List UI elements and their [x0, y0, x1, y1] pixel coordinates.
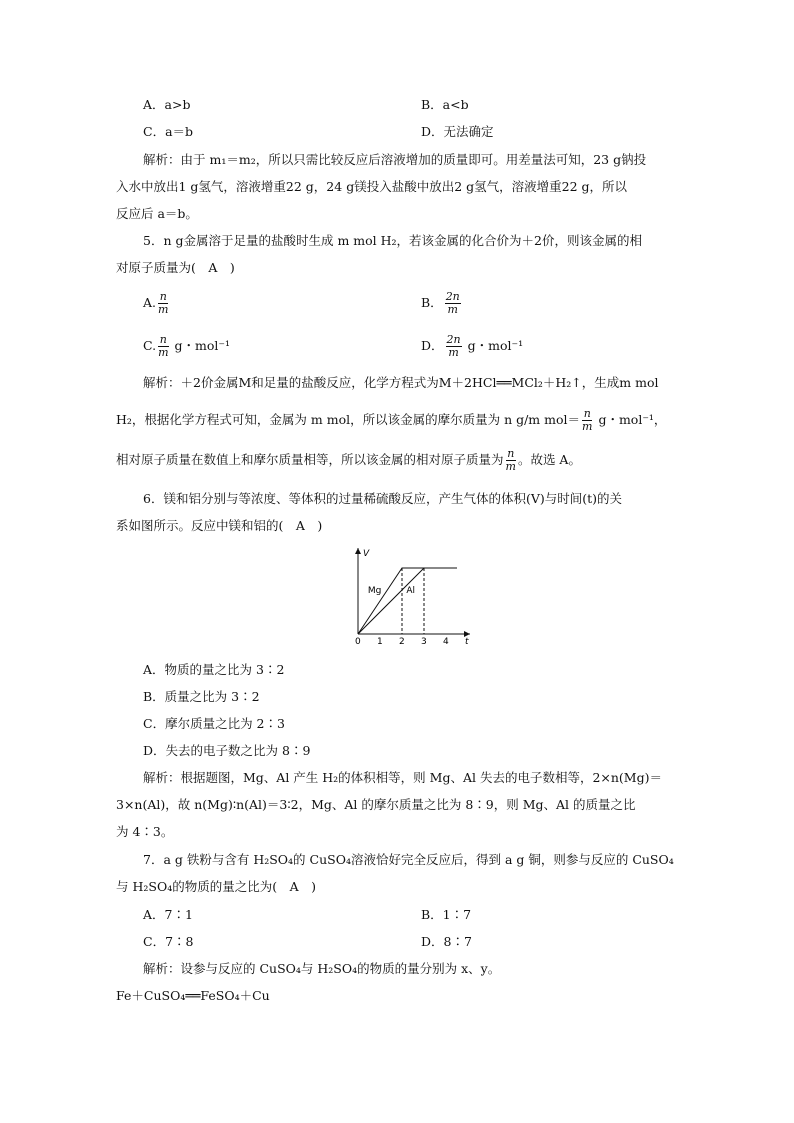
q5-option-c	[143, 334, 230, 359]
dashed-guides	[402, 568, 424, 634]
x-tick-label: 1	[377, 637, 383, 647]
q5-stem-line2: 对原子质量为( A )	[116, 260, 235, 275]
x-tick-labels	[355, 637, 449, 647]
x-tick-label: 3	[421, 637, 427, 647]
volume-time-chart	[348, 544, 478, 649]
fraction-denominator: m	[505, 460, 516, 473]
q4-explanation-line1: 解析：由于 m₁＝m₂，所以只需比较反应后溶液增加的质量即可。用差量法可知，23 g钠投	[143, 152, 647, 167]
series-line-al	[358, 568, 457, 634]
q5-option-b-fraction	[445, 291, 461, 316]
q5-explanation-line2-unit: g・mol⁻¹，	[598, 412, 667, 427]
q5-option-c-fraction	[158, 334, 168, 359]
q5-explanation-line1: 解析：＋2价金属M和足量的盐酸反应，化学方程式为M＋2HCl══MCl₂＋H₂↑，生成m mol	[143, 375, 659, 390]
x-tick-label: 4	[443, 637, 449, 647]
q5-explanation-line2-text: H₂，根据化学方程式可知，金属为 m mol，所以该金属的摩尔质量为 n g/m mol＝	[116, 412, 581, 427]
fraction-denominator: m	[158, 303, 169, 316]
series-lines	[358, 568, 457, 634]
fraction-denominator: m	[448, 346, 459, 359]
q7-option-d: D．8∶7	[421, 934, 472, 949]
q5-option-d-unit: g・mol⁻¹	[467, 338, 524, 353]
fraction-numerator: n	[159, 333, 167, 346]
q6-explanation-line2: 3×n(Al)，故 n(Mg)∶n(Al)＝3∶2，Mg、Al 的摩尔质量之比为 8∶9，则 Mg、Al 的质量之比	[116, 797, 636, 812]
q5-explanation-line2	[116, 408, 666, 433]
q6-explanation-line3: 为 4∶3。	[116, 824, 174, 839]
q7-option-a: A．7∶1	[143, 907, 193, 922]
q5-option-b-label: B．	[421, 295, 443, 310]
q5-stem-line1: 5．n g金属溶于足量的盐酸时生成 m mol H₂，若该金属的化合价为＋2价，则该金属的相	[143, 233, 642, 248]
q4-explanation-line2: 入水中放出1 g氢气，溶液增重22 g，24 g镁投入盐酸中放出2 g氢气，溶液增重22 g，所以	[116, 179, 627, 194]
q7-stem-line2: 与 H₂SO₄的物质的量之比为( A )	[116, 879, 316, 894]
fraction-denominator: m	[447, 303, 458, 316]
q6-option-c: C．摩尔质量之比为 2∶3	[143, 716, 285, 731]
q7-explanation-line1: 解析：设参与反应的 CuSO₄与 H₂SO₄的物质的量分别为 x、y。	[143, 961, 501, 976]
x-axis-label: t	[465, 637, 469, 647]
q5-option-a	[143, 291, 170, 316]
q4-option-d: D．无法确定	[421, 124, 494, 139]
q6-option-a: A．物质的量之比为 3∶2	[143, 662, 285, 677]
q5-option-a-fraction	[158, 291, 168, 316]
q5-explanation-line3-end: 。故选 A。	[517, 452, 581, 467]
q5-explanation-fraction	[582, 408, 592, 433]
q7-option-b: B．1∶7	[421, 907, 472, 922]
q4-option-b: B．a<b	[421, 97, 469, 112]
fraction-numerator: 2n	[446, 333, 461, 346]
q4-option-c: C．a＝b	[143, 124, 194, 139]
q5-option-d-label: D．	[421, 338, 444, 353]
q6-option-d: D．失去的电子数之比为 8∶9	[143, 743, 311, 758]
y-axis-arrow	[355, 548, 361, 554]
q5-option-a-label: A.	[143, 295, 157, 310]
x-tick-label: 2	[399, 637, 405, 647]
q5-explanation-fraction-2	[506, 448, 516, 473]
q5-option-d-fraction	[446, 334, 462, 359]
q5-option-c-unit: g・mol⁻¹	[174, 338, 231, 353]
fraction-denominator: m	[158, 346, 169, 359]
q7-stem-line1: 7．a g 铁粉与含有 H₂SO₄的 CuSO₄溶液恰好完全反应后，得到 a g 铜，则参与反应的 CuSO₄	[143, 852, 674, 867]
fraction-denominator: m	[582, 420, 593, 433]
fraction-numerator: n	[159, 290, 167, 303]
q6-stem-line1: 6．镁和铝分别与等浓度、等体积的过量稀硫酸反应，产生气体的体积(V)与时间(t)的关	[143, 491, 623, 506]
q5-explanation-line3	[116, 448, 581, 473]
y-axis-label: V	[363, 549, 370, 559]
q4-option-a: A．a>b	[143, 97, 191, 112]
q7-equation-line1: Fe＋CuSO₄══FeSO₄＋Cu	[116, 988, 270, 1003]
q6-option-b: B．质量之比为 3∶2	[143, 689, 260, 704]
series-label-mg: Mg	[367, 586, 382, 597]
q5-option-d	[421, 334, 523, 359]
fraction-numerator: n	[507, 447, 515, 460]
q7-option-c: C．7∶8	[143, 934, 194, 949]
q5-option-b	[421, 291, 463, 316]
q5-explanation-line3-text: 相对原子质量在数值上和摩尔质量相等，所以该金属的相对原子质量为	[116, 452, 504, 467]
series-line-mg	[358, 568, 457, 634]
q6-explanation-line1: 解析：根据题图，Mg、Al 产生 H₂的体积相等，则 Mg、Al 失去的电子数相等，2×n(Mg)＝	[143, 770, 662, 785]
fraction-numerator: n	[583, 407, 591, 420]
fraction-numerator: 2n	[445, 290, 460, 303]
q4-explanation-line3: 反应后 a＝b。	[116, 206, 198, 221]
x-tick-label: 0	[355, 637, 361, 647]
q6-stem-line2: 系如图所示。反应中镁和铝的( A )	[116, 518, 323, 533]
series-label-al: Al	[406, 586, 416, 597]
q5-option-c-label: C.	[143, 338, 157, 353]
